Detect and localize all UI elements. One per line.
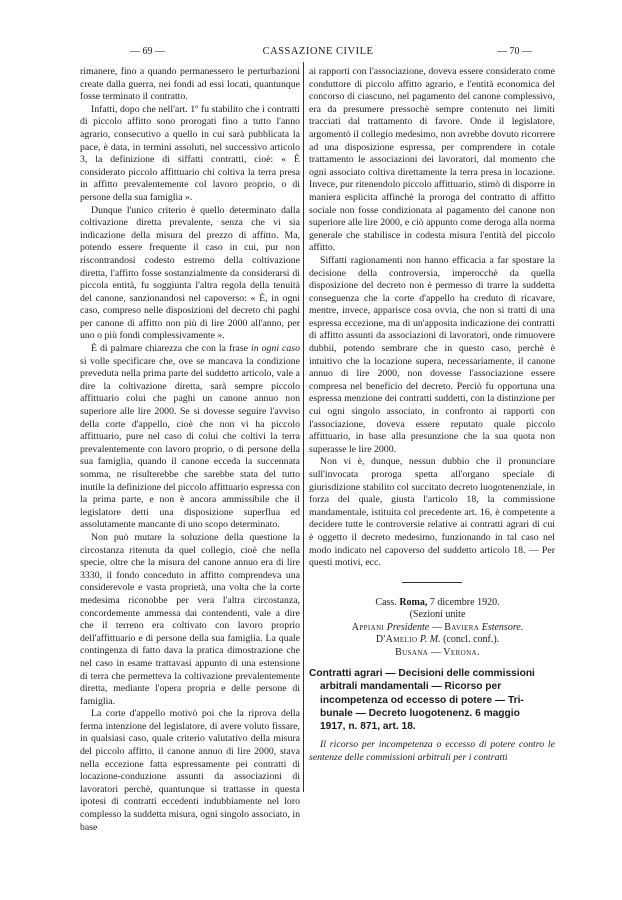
paragraph: Siffatti ragionamenti non hanno efficacia a far spostare la decisione della controversia, imperocchè da quella disposizione del decreto non è permesso di trarre la suddetta conseguenza che la corte d'appello ha creduto di ricavare, mentre, invece, apparisce cosa ovvia, che non si tratti di una espressa eccezione, ma di un'apposita indicazione dei contratti di affitto assunti da associazioni di lavoratori, onde rimuovere dubbii, potendo sembrare che in questo caso, perchè è intuitivo che la locazione supera, necessariamente, il canone annuo di lire 2000, non dovesse l'associazione essere compresa nel beneficio del decreto. Perciò fu opportuna una espressa menzione dei contratti suddetti, con la distinzione per cui ogni singolo associato, in confronto ai rapporti con l'associazione, doveva essere reputato quale piccolo affittuario, in base alla presunzione che la sua quota non superasse le lire 2000. xyxy=(309,254,555,455)
president-role: Presidente xyxy=(386,621,430,633)
case-citation xyxy=(309,597,555,610)
rapporteur-name: Baviera xyxy=(444,621,480,633)
paragraph xyxy=(80,343,300,532)
paragraph: La corte d'appello motivò poi che la riprova della ferma intenzione del legislatore, di avere voluto fissare, in qualsiasi caso, quale criterio valutativo della misura del piccolo affitto, il canone annuo di lire 2000, stava nella eccezione fatta espressamente pei contratti di locazione-conduzione assunti da associazioni di lavoratori perchè, quantunque si trattasse in questa ipotesi di contratti eccedenti indubbiamente nel loro complesso la suddetta misura, ogni singolo associato, in base xyxy=(80,708,300,833)
president-name: Appiani xyxy=(351,621,385,633)
prosecutor-role: P. M. xyxy=(419,634,441,646)
separator: — xyxy=(430,646,441,658)
column-divider xyxy=(303,62,304,792)
paragraph: ai rapporti con l'associazione, doveva essere considerato come conduttore di piccolo affitto agrario, e l'entità economica del concorso di ciascuno, nel pagamento del canone complessivo, era da presumere pressochè sempre contenuto nei limiti tracciati dal trattamento di favore. Onde il legislatore, argomentò il collegio medesimo, non avrebbe dovuto ricorrere ad una disposizione espressa, per comprendere in cotale trattamento le associazioni dei lavoratori, dal momento che ogni associato coltiva direttamente la terra presa in locazione. Invece, pur ritenendolo piccolo affittuario, stimò di disporre in maniera esplicita affinchè la proroga del contratto di affitto sociale non fosse condizionata al pagamento del canone non superiore alle lire 2000, e ciò appunto come deroga alla norma generale che stabilisce in codesta misura l'entità del piccolo affitto. xyxy=(309,66,555,254)
prosecutor-name: D'Amelio xyxy=(375,634,418,646)
paragraph: Infatti, dopo che nell'art. 1º fu stabilito che i contratti di piccolo affitto sono prorogati fino a tutto l'anno agrario, consecutivo a quello in cui sarà pubblicata la pace, è data, in termini assoluti, nel successivo articolo 3, la definizione di siffatti contratti, cioè: « È considerato piccolo affittuario chi coltiva la terra presa in affitto prevalentemente col lavoro proprio, o di persone della sua famiglia ». xyxy=(80,103,300,203)
party-name: Verona. xyxy=(443,646,480,658)
case-prosecutor xyxy=(309,634,555,647)
decision-date: 7 dicembre 1920. xyxy=(429,596,500,608)
court-label: Cass. xyxy=(375,596,397,608)
prosecutor-conclusion: (concl. conf.). xyxy=(443,634,500,646)
case-maxim: Il ricorso per incompetenza o eccesso di potere contro le sentenze delle commissioni arbitrali per i contratti xyxy=(309,739,555,763)
page-number-right: — 70 — xyxy=(497,46,532,57)
heading-line: 1917, n. 871, art. 18. xyxy=(320,721,416,733)
heading-line: Contratti agrari — Decisioni delle commissioni xyxy=(309,668,535,680)
heading-line: incompetenza od eccesso di potere — Tri- xyxy=(320,694,524,706)
heading-line: bunale — Decreto luogotenenz. 6 maggio xyxy=(320,707,520,719)
paragraph: rimanere, fino a quando permanessero le perturbazioni create dalla guerra, nei fondi ad essi locati, quantunque fosse terminato il contratto. xyxy=(80,66,300,103)
court-place: Roma, xyxy=(399,596,428,608)
case-section: (Sezioni unite xyxy=(409,609,466,621)
paragraph: Dunque l'unico criterio è quello determinato dalla coltivazione diretta prevalente, senza che vi sia indicazione della misura del prezzo di affitto. Ma, potendo essere frequente il caso in cui, pur non riscontrandosi codesto estremo della coltivazione diretta, l'affitto fosse sostanzialmente da considerarsi di piccola entità, fu soggiunta l'altra regola della tenuità del canone, sanzionandosi nel capoverso: « È, in ogni caso, compreso nelle disposizioni del decreto chi paghi per canone di affitto non più di lire 2000 all'anno, per uno o più fondi complessivamente ». xyxy=(80,204,300,342)
page-number-left: — 69 — xyxy=(130,46,165,57)
party-name: Busana xyxy=(395,646,429,658)
emphasis-text: in ogni caso xyxy=(251,343,300,355)
text-run: si volle specificare che, ove se mancava la condizione preveduta nella prima parte del suddetto articolo, vale a dire la coltivazione diretta, sarà sempre piccolo affittuario colui che paghi un canone annuo non superiore alle lire 2000. Se si dovesse seguire l'avviso della corte d'appello, cioè che non vi ha piccolo affittuario, pure nel caso di colui che coltivi la terra prevalentemente con lavoro proprio, o di persone della sua famiglia, quando il canone ecceda la succennata somma, ne risulterebbe che sarebbe stata del tutto inutile la definizione del piccolo affittuario espressa con la prima parte, e non è ancora ammissibile che il legislatore detti una disposizione superflua ed assolutamente mancante di uno scopo determinato. xyxy=(80,355,300,531)
running-header xyxy=(78,46,558,62)
paragraph: Non vi è, dunque, nessun dubbio che il pronunciare sull'invocata proroga spetta all'organo speciale di giurisdizione stabilito col succitato decreto luogotenenziale, in forza del quale, giusta l'articolo 18, la commissione mandamentale, istituita col precedente art. 16, è competente a decidere tutte le controversie relative ai contratti agrari di cui è oggetto il decreto medesimo, funzionando in tal caso nel modo indicato nel capoverso del suddetto articolo 18. — Per questi motivi, ecc. xyxy=(309,456,555,569)
case-judges xyxy=(309,622,555,635)
case-heading xyxy=(309,667,555,733)
text-run: È di palmare chiarezza che con la frase xyxy=(91,343,248,355)
journal-section-title: CASSAZIONE CIVILE xyxy=(262,46,374,57)
heading-line: arbitrali mandamentali — Ricorso per xyxy=(320,681,502,693)
paragraph: Non può mutare la soluzione della questione la circostanza ritenuta da quel collegio, cioè che nella specie, oltre che la misura del canone annuo era di lire 3330, il fondo conceduto in affitto comprendeva una considerevole e vasta proprietà, una volta che la corte medesima riconobbe per vera l'altra circostanza, concordemente ammessa dai contendenti, vale a dire che il terreno era coltivato con lavoro proprio dell'affittuario e di persone della sua famiglia. La quale contingenza di fatto dava la pratica dimostrazione che nel caso in esame trattavasi appunto di una estensione di terra che permetteva la coltivazione prevalentemente diretta, mediante l'opera propria e delle persone di famiglia. xyxy=(80,531,300,707)
section-divider xyxy=(402,582,462,583)
left-column xyxy=(80,66,300,834)
separator: — xyxy=(431,621,442,633)
right-column xyxy=(309,66,555,764)
rapporteur-role: Estensore. xyxy=(481,621,524,633)
case-parties xyxy=(309,647,555,660)
